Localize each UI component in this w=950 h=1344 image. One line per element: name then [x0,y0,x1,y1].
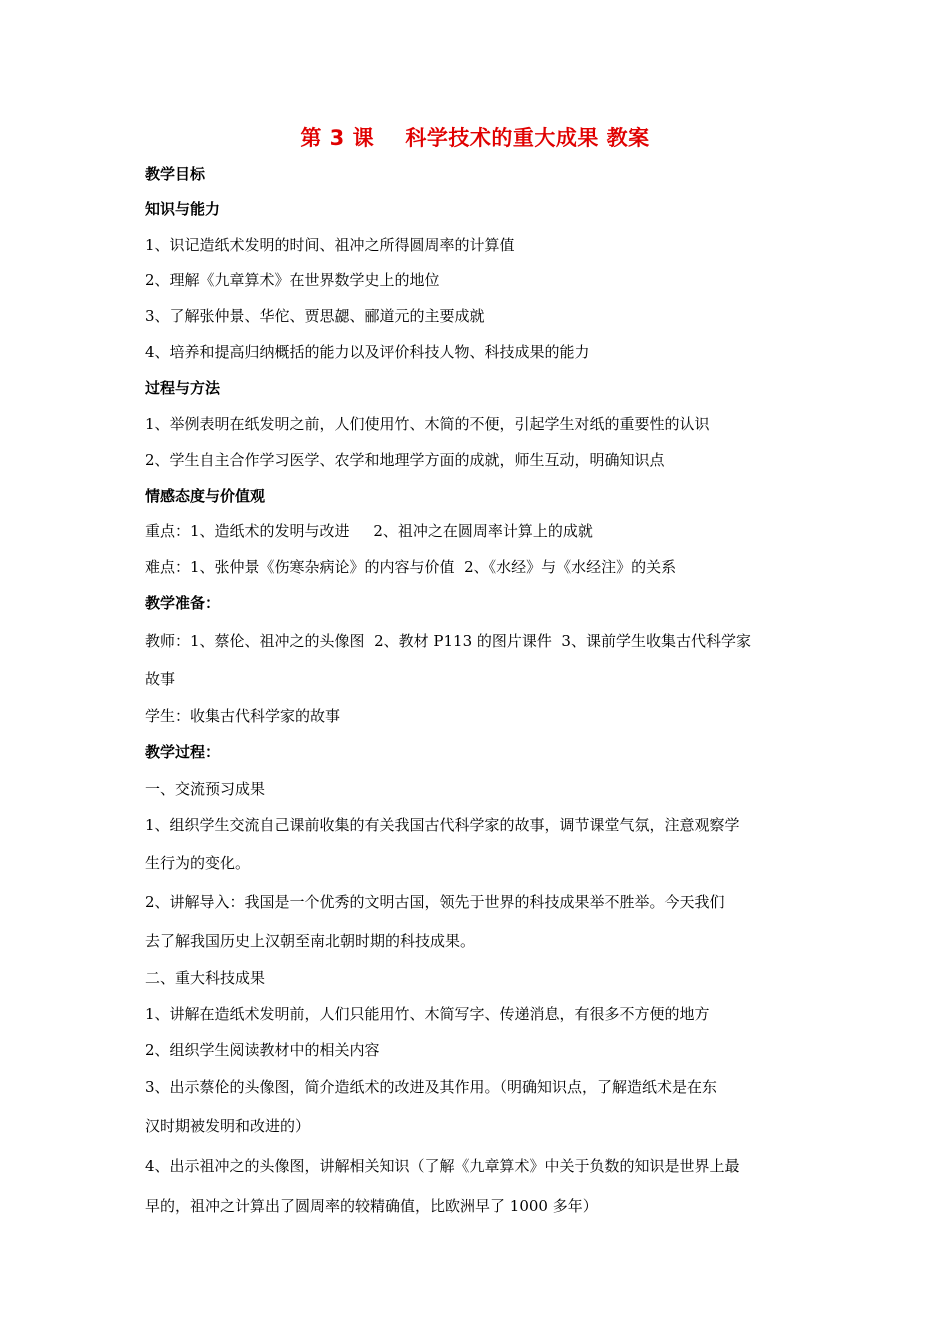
paragraph-line: 2、讲解导入：我国是一个优秀的文明古国，领先于世界的科技成果举不胜举。今天我们 [145,893,725,911]
paragraph-line: 早的，祖冲之计算出了圆周率的较精确值，比欧洲早了 1000 多年） [145,1197,598,1215]
paragraph-line: 学生：收集古代科学家的故事 [145,707,341,725]
paragraph-line-difficulties: 难点：1、张仲景《伤寒杂病论》的内容与价值 2、《水经》与《水经注》的关系 [145,558,677,576]
paragraph-line: 2、理解《九章算术》在世界数学史上的地位 [145,271,440,289]
heading-teaching-goals: 教学目标 [145,165,206,183]
heading-attitude-values: 情感态度与价值观 [145,487,266,505]
heading-preparation: 教学准备： [145,594,221,612]
section-heading-two: 二、重大科技成果 [145,969,266,987]
paragraph-line: 故事 [145,670,176,688]
heading-knowledge-ability: 知识与能力 [145,200,221,218]
paragraph-line: 生行为的变化。 [145,854,251,872]
paragraph-line: 2、组织学生阅读教材中的相关内容 [145,1041,380,1059]
heading-process-method: 过程与方法 [145,379,221,397]
paragraph-line: 4、出示祖冲之的头像图，讲解相关知识（了解《九章算术》中关于负数的知识是世界上最 [145,1157,740,1175]
heading-teaching-process: 教学过程： [145,743,221,761]
paragraph-line: 汉时期被发明和改进的） [145,1117,311,1135]
document-title: 第 3 课 科学技术的重大成果 教案 [300,126,650,150]
paragraph-line: 1、组织学生交流自己课前收集的有关我国古代科学家的故事，调节课堂气氛，注意观察学 [145,816,740,834]
paragraph-line-key-points: 重点：1、造纸术的发明与改进 2、祖冲之在圆周率计算上的成就 [145,522,593,540]
paragraph-line: 去了解我国历史上汉朝至南北朝时期的科技成果。 [145,932,476,950]
paragraph-line: 教师：1、蔡伦、祖冲之的头像图 2、教材 P113 的图片课件 3、课前学生收集古代科学家 [145,632,751,650]
paragraph-line: 3、了解张仲景、华佗、贾思勰、郦道元的主要成就 [145,307,485,325]
section-heading-one: 一、交流预习成果 [145,780,266,798]
paragraph-line: 2、学生自主合作学习医学、农学和地理学方面的成就，师生互动，明确知识点 [145,451,665,469]
paragraph-line: 3、出示蔡伦的头像图，简介造纸术的改进及其作用。（明确知识点，了解造纸术是在东 [145,1078,718,1096]
paragraph-line: 1、识记造纸术发明的时间、祖冲之所得圆周率的计算值 [145,236,515,254]
paragraph-line: 1、讲解在造纸术发明前，人们只能用竹、木简写字、传递消息，有很多不方便的地方 [145,1005,710,1023]
paragraph-line: 4、培养和提高归纳概括的能力以及评价科技人物、科技成果的能力 [145,343,590,361]
paragraph-line: 1、举例表明在纸发明之前，人们使用竹、木简的不便，引起学生对纸的重要性的认识 [145,415,710,433]
